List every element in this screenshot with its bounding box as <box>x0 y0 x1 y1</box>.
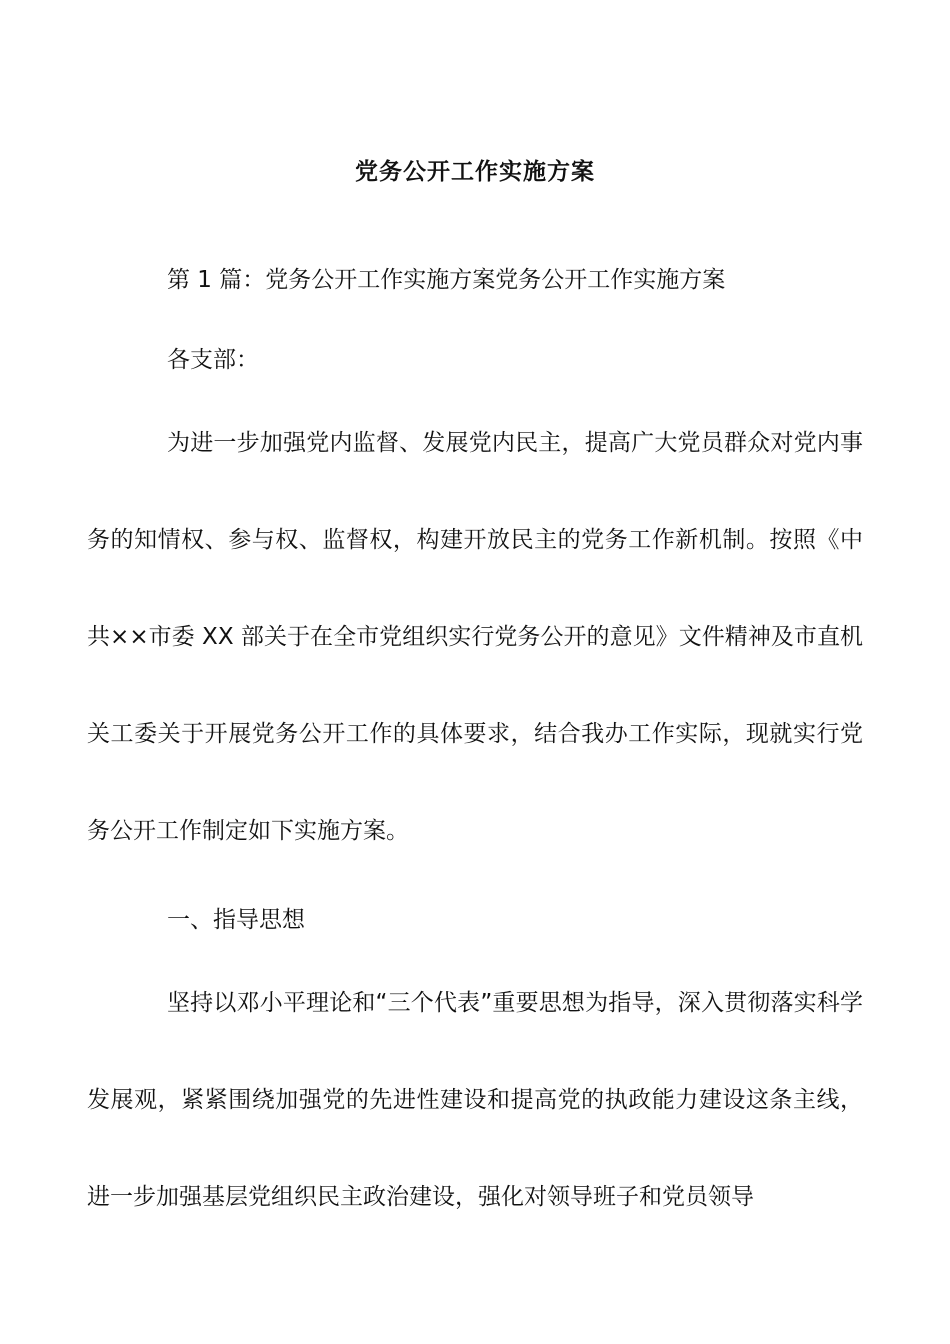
section-heading-guiding-ideology: 一、指导思想 <box>167 907 305 933</box>
paragraph-salutation: 各支部： <box>167 347 259 373</box>
document-title: 党务公开工作实施方案 <box>355 159 595 185</box>
paragraph-guiding-ideology: 坚持以邓小平理论和“三个代表”重要思想为指导，深入贯彻落实科学发展观，紧紧围绕加强党的先进性建设和提高党的执政能力建设这条主线，进一步加强基层党组织民主政治建设，强化对领导班子和党员领导 <box>87 990 863 1210</box>
paragraph-chapter-heading: 第 1 篇：党务公开工作实施方案党务公开工作实施方案 <box>167 267 726 293</box>
paragraph-intro: 为进一步加强党内监督、发展党内民主，提高广大党员群众对党内事务的知情权、参与权、监督权，构建开放民主的党务工作新机制。按照《中共××市委 XX 部关于在全市党组织实行党务公开的意见》文件精神及市直机关工委关于开展党务公开工作的具体要求，结合我办工作实际，现就实行党务公开工作制定如下实施方案。 <box>87 430 863 844</box>
